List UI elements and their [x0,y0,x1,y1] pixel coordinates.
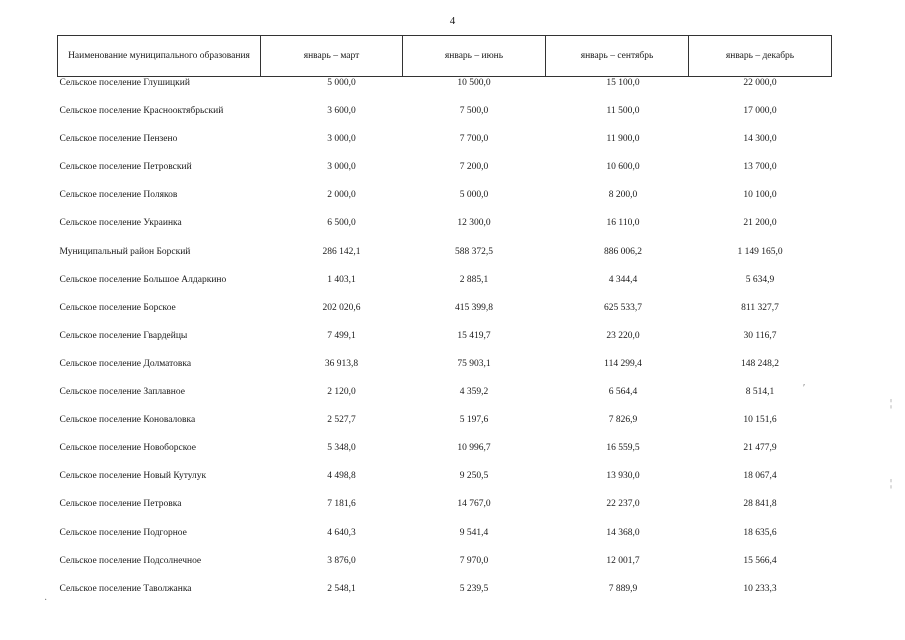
value-cell-q4: 13 700,0 [743,162,777,173]
value-cell-q3: 114 299,4 [604,358,642,369]
municipality-name-cell: Сельское поселение Петровский [59,162,192,173]
value-cell-q4: 811 327,7 [741,302,779,313]
municipality-name-cell: Сельское поселение Подсолнечное [59,555,202,566]
header-q4: январь – декабрь [689,36,832,77]
value-cell-q2: 10 996,7 [457,443,491,454]
value-cell-q2: 7 500,0 [459,106,489,117]
value-cell-q4: 15 566,4 [743,555,777,566]
value-cell-q3: 11 900,0 [606,134,640,145]
municipality-name-cell: Сельское поселение Петровка [59,499,182,510]
scan-speck: ¦ [890,478,893,489]
value-cell-q4: 22 000,0 [743,78,777,88]
value-cell-q2: 7 700,0 [459,134,489,145]
municipality-name-cell: Сельское поселение Краснооктябрьский [59,106,224,117]
table-row [58,498,832,526]
value-cell-q1: 3 000,0 [327,134,356,145]
value-cell-q3: 4 344,4 [608,274,638,285]
value-cell-q4: 18 067,4 [743,471,777,482]
value-cell-q1: 5 348,0 [327,443,356,454]
table-header [58,36,832,77]
table-row [58,217,832,245]
value-cell-q1: 1 403,1 [327,274,356,285]
value-cell-q2: 15 419,7 [457,330,491,341]
municipality-name-cell: Сельское поселение Украинка [59,218,182,229]
table-row [58,442,832,470]
municipality-name-cell: Сельское поселение Борское [59,302,176,313]
value-cell-q1: 36 913,8 [324,358,359,369]
municipality-name-cell: Сельское поселение Поляков [59,190,178,201]
value-cell-q2: 5 239,5 [459,583,489,594]
value-cell-q2: 7 200,0 [459,162,489,173]
header-q2: январь – июнь [403,36,546,77]
municipal-table [57,35,832,611]
scan-speck: ′ [803,383,806,394]
value-cell-q4: 17 000,0 [743,106,777,117]
table-row [58,386,832,414]
value-cell-q2: 5 000,0 [459,190,489,201]
value-cell-q2: 415 399,8 [455,302,493,313]
municipality-name-cell: Сельское поселение Большое Алдаркино [59,274,227,285]
value-cell-q3: 11 500,0 [606,106,640,117]
municipality-name-cell: Сельское поселение Новоборское [59,443,196,454]
municipality-name-cell: Сельское поселение Долматовка [59,358,192,369]
value-cell-q4: 28 841,8 [743,499,777,510]
table-row [58,189,832,217]
table-row [58,105,832,133]
value-cell-q4: 5 634,9 [745,274,775,285]
scan-speck: ¦ [890,398,893,409]
header-q3: январь – сентябрь [546,36,689,77]
value-cell-q2: 9 541,4 [459,527,489,538]
scan-speck: · [44,595,48,606]
table-row [58,330,832,358]
value-cell-q4: 8 514,1 [745,387,775,398]
table-row [58,274,832,302]
value-cell-q4: 14 300,0 [743,134,777,145]
table-row [58,583,832,611]
value-cell-q2: 5 197,6 [459,415,489,426]
value-cell-q4: 30 116,7 [743,330,777,341]
value-cell-q4: 10 100,0 [743,190,777,201]
value-cell-q1: 3 000,0 [327,162,356,173]
table-row [58,358,832,386]
value-cell-q1: 2 000,0 [327,190,356,201]
value-cell-q2: 14 767,0 [457,499,491,510]
municipality-name-cell: Сельское поселение Подгорное [59,527,187,538]
value-cell-q1: 286 142,1 [322,246,361,257]
value-cell-q2: 2 885,1 [459,274,489,285]
value-cell-q3: 7 889,9 [608,583,638,594]
table-row [58,470,832,498]
municipality-name-cell: Сельское поселение Новый Кутулук [59,471,207,482]
municipality-name-cell: Сельское поселение Глушицкий [59,78,190,88]
value-cell-q3: 886 006,2 [604,246,642,257]
value-cell-q3: 10 600,0 [606,162,640,173]
value-cell-q1: 7 181,6 [327,499,356,510]
value-cell-q3: 12 001,7 [606,555,640,566]
value-cell-q1: 5 000,0 [327,78,356,88]
value-cell-q1: 4 498,8 [327,471,356,482]
table-row [58,527,832,555]
value-cell-q4: 148 248,2 [741,358,779,369]
table-row [58,161,832,189]
value-cell-q4: 1 149 165,0 [737,246,783,257]
value-cell-q1: 2 120,0 [327,387,356,398]
value-cell-q4: 21 477,9 [743,443,777,454]
value-cell-q4: 18 635,6 [743,527,777,538]
value-cell-q2: 7 970,0 [459,555,489,566]
value-cell-q4: 10 233,3 [743,583,777,594]
page-number: 4 [449,15,456,27]
value-cell-q1: 3 876,0 [327,555,356,566]
value-cell-q1: 2 548,1 [327,583,356,594]
value-cell-q3: 625 533,7 [604,302,642,313]
value-cell-q3: 8 200,0 [608,190,638,201]
municipality-name-cell: Сельское поселение Коноваловка [59,415,196,426]
value-cell-q3: 6 564,4 [608,387,638,398]
value-cell-q2: 12 300,0 [457,218,491,229]
table-body [58,77,832,611]
value-cell-q2: 75 903,1 [457,358,491,369]
value-cell-q1: 4 640,3 [327,527,356,538]
municipality-name-cell: Муниципальный район Борский [59,246,191,257]
header-municipality: Наименование муниципального образования [58,36,261,77]
value-cell-q3: 13 930,0 [606,471,640,482]
table-row [58,414,832,442]
header-row [58,36,832,77]
value-cell-q3: 15 100,0 [606,78,640,88]
value-cell-q2: 9 250,5 [459,471,489,482]
value-cell-q1: 202 020,6 [322,302,361,313]
table-row [58,133,832,161]
value-cell-q4: 10 151,6 [743,415,777,426]
municipality-name-cell: Сельское поселение Таволжанка [59,583,192,594]
value-cell-q2: 10 500,0 [457,78,491,88]
header-q1: январь – март [261,36,403,77]
value-cell-q4: 21 200,0 [743,218,777,229]
value-cell-q2: 588 372,5 [455,246,493,257]
value-cell-q3: 22 237,0 [606,499,640,510]
value-cell-q1: 2 527,7 [327,415,356,426]
table-row [58,555,832,583]
value-cell-q3: 23 220,0 [606,330,640,341]
table-row [58,302,832,330]
value-cell-q1: 3 600,0 [327,106,356,117]
municipality-name-cell: Сельское поселение Пензено [59,134,178,145]
value-cell-q3: 16 110,0 [606,218,640,229]
table-row [58,246,832,274]
municipality-name-cell: Сельское поселение Заплавное [59,387,185,398]
value-cell-q1: 6 500,0 [327,218,356,229]
value-cell-q3: 16 559,5 [606,443,640,454]
value-cell-q1: 7 499,1 [327,330,356,341]
value-cell-q2: 4 359,2 [459,387,489,398]
value-cell-q3: 14 368,0 [606,527,640,538]
municipality-name-cell: Сельское поселение Гвардейцы [59,330,188,341]
value-cell-q3: 7 826,9 [608,415,638,426]
table-row [58,77,832,106]
